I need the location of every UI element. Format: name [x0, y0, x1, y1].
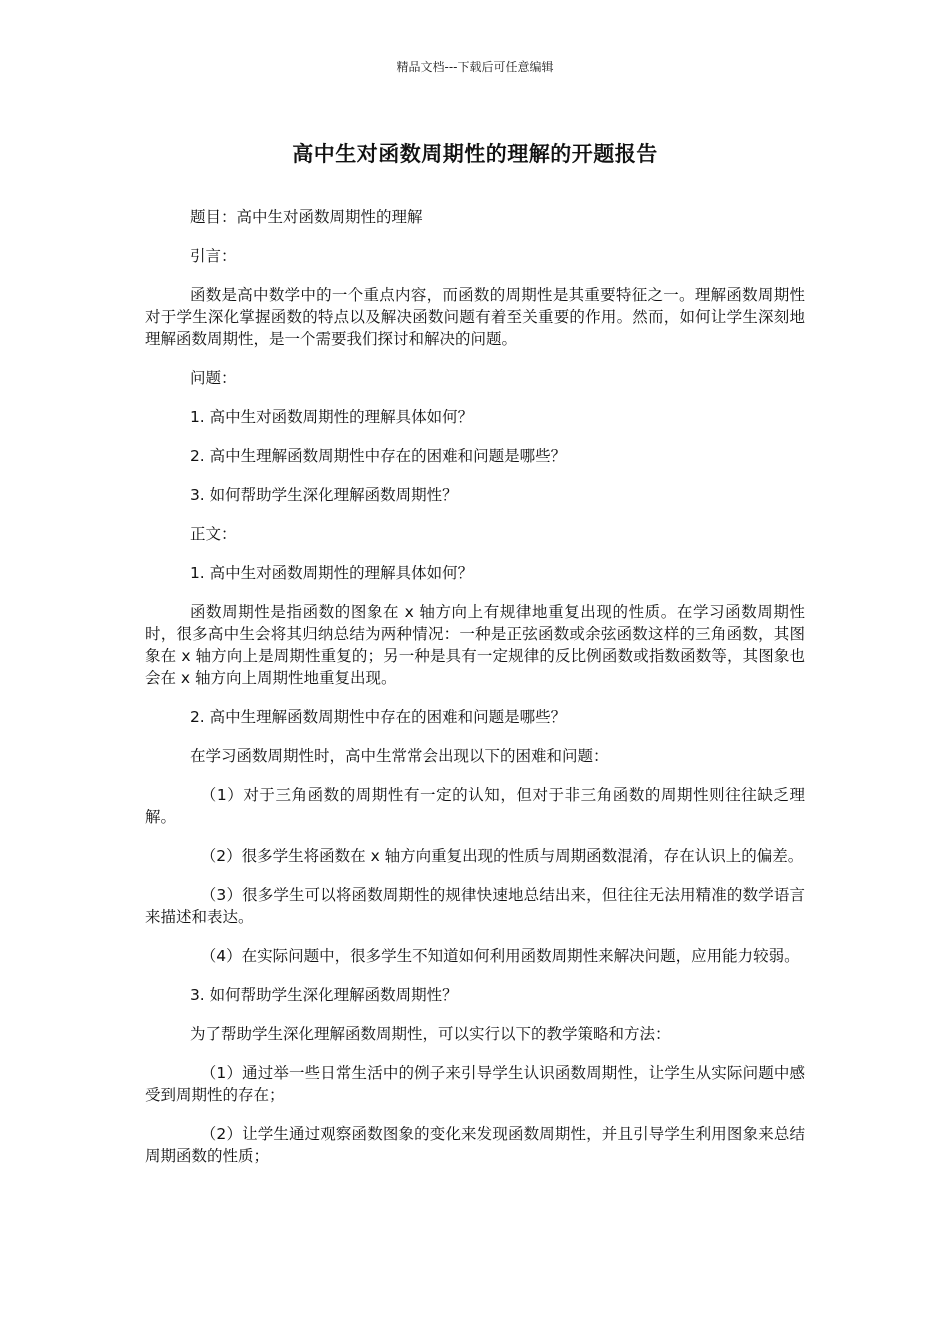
paragraph: 2. 高中生理解函数周期性中存在的困难和问题是哪些？ — [189, 708, 567, 726]
paragraph: 2. 高中生理解函数周期性中存在的困难和问题是哪些？ — [189, 447, 567, 465]
list-paragraph: （1）对于三角函数的周期性有一定的认知，但对于非三角函数的周期性则往往缺乏理解。 — [145, 786, 805, 826]
list-paragraph: （3）很多学生可以将函数周期性的规律快速地总结出来，但往往无法用精准的数学语言来描述和表达。 — [145, 886, 805, 926]
document-title: 高中生对函数周期性的理解的开题报告 — [292, 142, 658, 166]
list-paragraph: （1）通过举一些日常生活中的例子来引导学生认识函数周期性，让学生从实际问题中感受到周期性的存在； — [145, 1064, 805, 1104]
paragraph: 函数周期性是指函数的图象在 x 轴方向上有规律地重复出现的性质。在学习函数周期性时，很多高中生会将其归纳总结为两种情况：一种是正弦函数或余弦函数这样的三角函数，其图象在 x 轴方向上是周期性重复的；另一种是具有一定规律的反比例函数或指数函数等，其图象也会在 x 轴方向上周期性地重复出现。 — [145, 603, 805, 687]
paragraph: 3. 如何帮助学生深化理解函数周期性？ — [189, 986, 458, 1004]
paragraph: 题目：高中生对函数周期性的理解 — [189, 208, 423, 226]
document-body — [145, 206, 805, 1184]
list-paragraph: （2）很多学生将函数在 x 轴方向重复出现的性质与周期函数混淆，存在认识上的偏差。 — [200, 847, 804, 865]
paragraph: 函数是高中数学中的一个重点内容，而函数的周期性是其重要特征之一。理解函数周期性对于学生深化掌握函数的特点以及解决函数问题有着至关重要的作用。然而，如何让学生深刻地理解函数周期性，是一个需要我们探讨和解决的问题。 — [145, 286, 805, 348]
paragraph: 1. 高中生对函数周期性的理解具体如何？ — [189, 408, 474, 426]
paragraph: 在学习函数周期性时，高中生常常会出现以下的困难和问题： — [189, 747, 609, 765]
paragraph: 1. 高中生对函数周期性的理解具体如何？ — [189, 564, 474, 582]
paragraph: 正文： — [189, 525, 237, 543]
paragraph: 引言： — [189, 247, 237, 265]
paragraph: 3. 如何帮助学生深化理解函数周期性？ — [189, 486, 458, 504]
paragraph: 为了帮助学生深化理解函数周期性，可以实行以下的教学策略和方法： — [189, 1025, 671, 1043]
list-paragraph: （4）在实际问题中，很多学生不知道如何利用函数周期性来解决问题，应用能力较弱。 — [200, 947, 800, 965]
list-paragraph: （2）让学生通过观察函数图象的变化来发现函数周期性，并且引导学生利用图象来总结周期函数的性质； — [145, 1125, 805, 1165]
header-note: 精品文档---下载后可任意编辑 — [396, 60, 554, 74]
paragraph: 问题： — [189, 369, 237, 387]
